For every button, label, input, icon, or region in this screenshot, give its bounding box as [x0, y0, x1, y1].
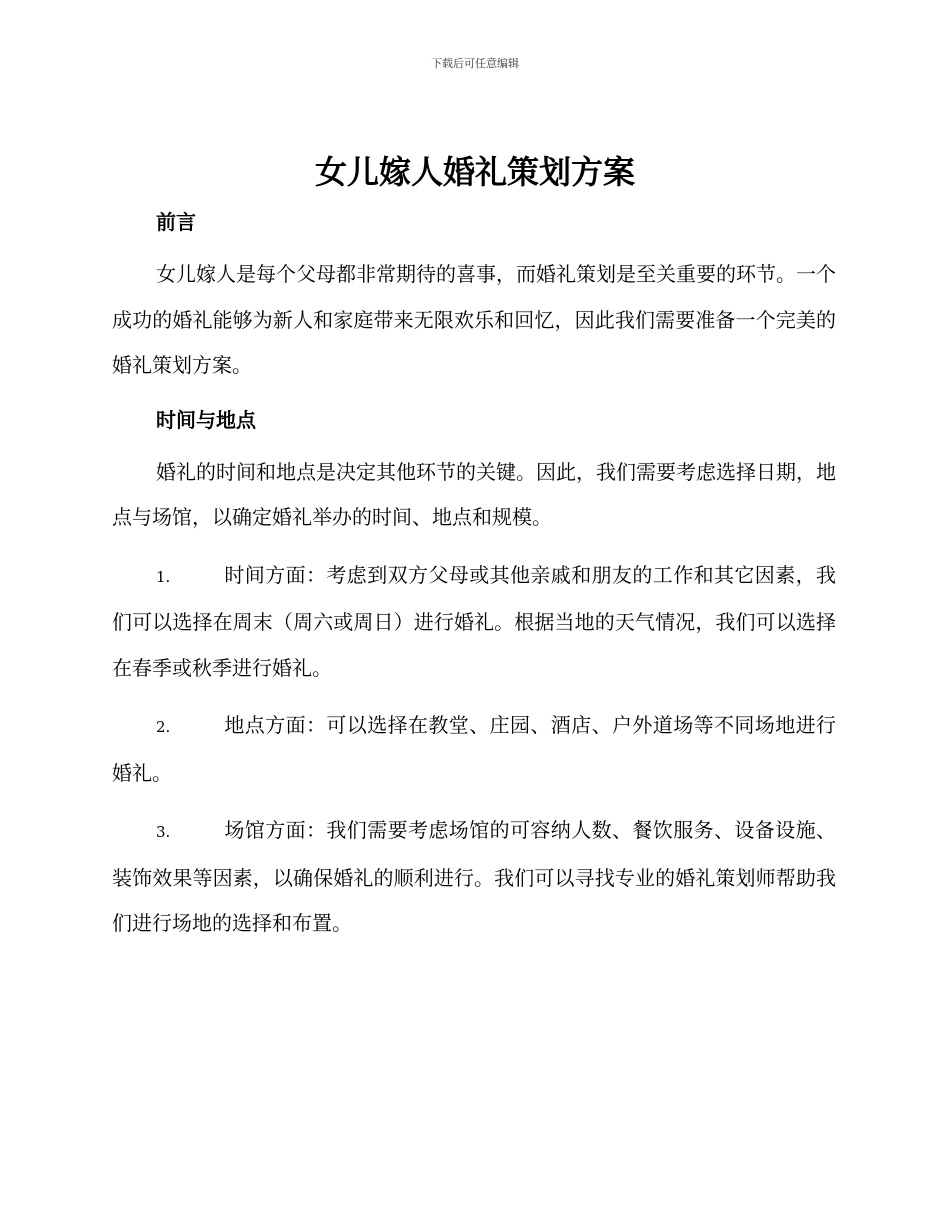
section-heading-preface: 前言 [156, 210, 196, 234]
list-number: 2. [156, 718, 171, 736]
list-item-text: 地点方面：可以选择在教堂、庄园、酒店、户外道场等不同场地进行婚礼。 [112, 713, 836, 785]
section-heading-time-place: 时间与地点 [156, 407, 256, 432]
document-title: 女儿嫁人婚礼策划方案 [314, 153, 635, 191]
list-item-text: 时间方面：考虑到双方父母或其他亲戚和朋友的工作和其它因素，我们可以选择在周末（周六或周日）进行婚礼。根据当地的天气情况，我们可以选择在春季或秋季进行婚礼。 [112, 562, 836, 680]
list-item-place [112, 703, 836, 796]
preface-paragraph: 女儿嫁人是每个父母都非常期待的喜事，而婚礼策划是至关重要的环节。一个成功的婚礼能够为新人和家庭带来无限欢乐和回忆，因此我们需要准备一个完美的婚礼策划方案。 [112, 262, 836, 377]
list-item-time [112, 553, 836, 692]
document-body [112, 203, 836, 947]
list-item-venue [112, 808, 836, 947]
time-place-paragraph: 婚礼的时间和地点是决定其他环节的关键。因此，我们需要考虑选择日期，地点与场馆，以确定婚礼举办的时间、地点和规模。 [112, 459, 836, 529]
list-item-text: 场馆方面：我们需要考虑场馆的可容纳人数、餐饮服务、设备设施、装饰效果等因素，以确保婚礼的顺利进行。我们可以寻找专业的婚礼策划师帮助我们进行场地的选择和布置。 [112, 818, 836, 935]
list-number: 3. [156, 823, 171, 841]
list-number: 1. [156, 567, 171, 586]
page-header-note: 下载后可任意编辑 [431, 57, 519, 70]
